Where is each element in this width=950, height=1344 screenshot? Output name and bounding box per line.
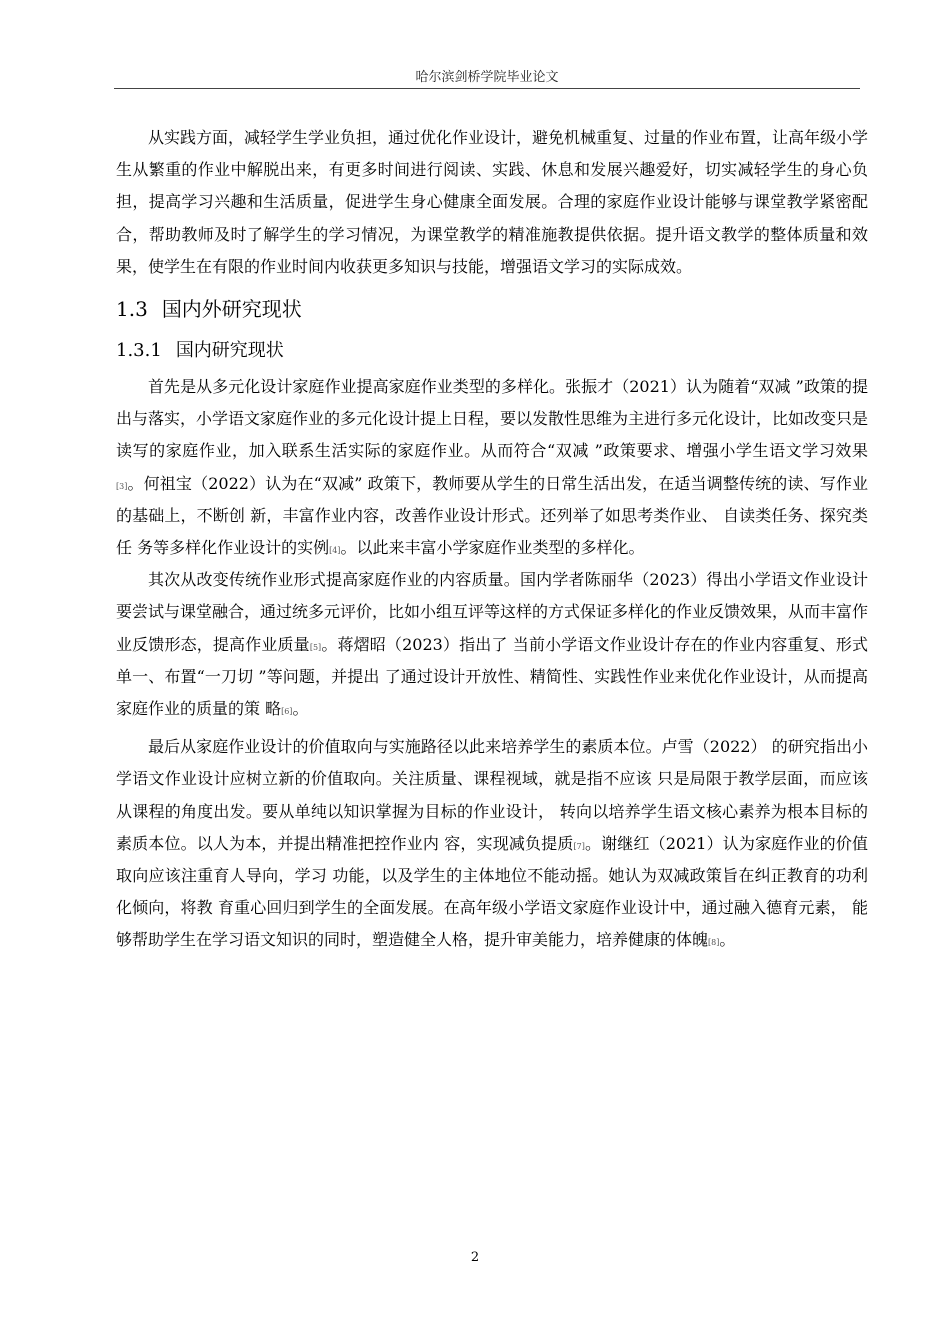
section-number: 1.3.1 (116, 340, 162, 362)
paragraph-value-orientation (116, 731, 868, 956)
paragraph-text: 。谢继红（2021）认为家庭作业的价值取向应该注重育人导向，学习 功能，以及学生的主体地位不能动摇。她认为双减政策旨在纠正教育的功利化倾向，将教 育重心回归到学生的全面发展。在高年级小学语文家庭作业设计中，通过融入德育元素， 能够帮助学生在学习语文知识的同时，塑造健全人格，提升审美能力，培养健康的体魄 (116, 833, 868, 950)
paragraph-text: 。何祖宝（2022）认为在“双减” 政策下，教师要从学生的日常生活出发，在适当调整传统的读、写作业的基础上，不断创 新，丰富作业内容，改善作业设计形式。还列举了如思考类作业、 自读类任务、探究类任 务等多样化作业设计的实例 (116, 473, 868, 558)
paragraph-text: 。蒋熠昭（2023）指出了 当前小学语文作业设计存在的作业内容重复、形式单一、布置“一刀切 ”等问题，并提出 了通过设计开放性、精简性、实践性作业来优化作业设计，从而提高家庭作业的质量的策 略 (116, 634, 868, 719)
paragraph-text: 最后从家庭作业设计的价值取向与实施路径以此来培养学生的素质本位。卢雪（2022） 的研究指出小学语文作业设计应树立新的价值取向。关注质量、课程视域，就是指不应该 只是局限于教学层面，而应该从课程的角度出发。要从单纯以知识掌握为目标的作业设计， 转向以培养学生语文核心素养为根本目标的素质本位。以人为本，并提出精准把控作业内 容，实现减负提质 (116, 737, 868, 853)
section-heading-1-3 (116, 291, 868, 327)
paragraph-text: 从实践方面，减轻学生学业负担，通过优化作业设计，避免机械重复、过量的作业布置，让高年级小学生从繁重的作业中解脱出来，有更多时间进行阅读、实践、休息和发展兴趣爱好，切实减轻学生的身心负担，提高学习兴趣和生活质量，促进学生身心健康全面发展。合理的家庭作业设计能够与课堂教学紧密配合，帮助教师及时了解学生的学习情况，为课堂教学的精准施教提供依据。提升语文教学的整体质量和效果，使学生在有限的作业时间内收获更多知识与技能，增强语文学习的实际成效。 (116, 128, 869, 276)
citation-7: [7] (573, 841, 585, 851)
section-number: 1.3 (116, 297, 148, 322)
section-title: 国内外研究现状 (161, 297, 302, 322)
paragraph-text: 首先是从多元化设计家庭作业提高家庭作业类型的多样化。张振才（2021）认为随着“双减 ”政策的提出与落实，小学语文家庭作业的多元化设计提上日程，要以发散性思维为主进行多元化设计，比如改变只是读写的家庭作业，加入联系生活实际的家庭作业。从而符合“双减 ”政策要求、增强小学生语文学习效果 (116, 377, 869, 461)
paragraph-text: 。以此来丰富小学家庭作业类型的多样化。 (340, 538, 645, 558)
paragraph-text: 。 (719, 930, 736, 950)
citation-6: [6] (281, 707, 293, 717)
citation-5: [5] (309, 642, 322, 652)
section-title: 国内研究现状 (175, 340, 284, 362)
section-heading-1-3-1 (116, 333, 868, 369)
paragraph-text: 其次从改变传统作业形式提高家庭作业的内容质量。国内学者陈丽华（2023）得出小学语文作业设计要尝试与课堂融合，通过统多元评价，比如小组互评等这样的方式保证多样化的作业反馈效果，从而丰富作业反馈形态，提高作业质量 (116, 570, 869, 654)
paragraph-practice (116, 122, 868, 283)
page-body (116, 122, 868, 957)
paragraph-content-quality (116, 564, 868, 725)
page-header: 哈尔滨剑桥学院毕业论文 (415, 70, 559, 85)
citation-4: [4] (329, 546, 341, 556)
citation-8: [8] (708, 938, 720, 948)
header-divider (114, 88, 860, 89)
citation-3: [3] (116, 481, 128, 491)
paragraph-text: 。 (292, 699, 309, 719)
page-number: 2 (470, 1250, 480, 1265)
paragraph-diversified-design (116, 371, 868, 564)
